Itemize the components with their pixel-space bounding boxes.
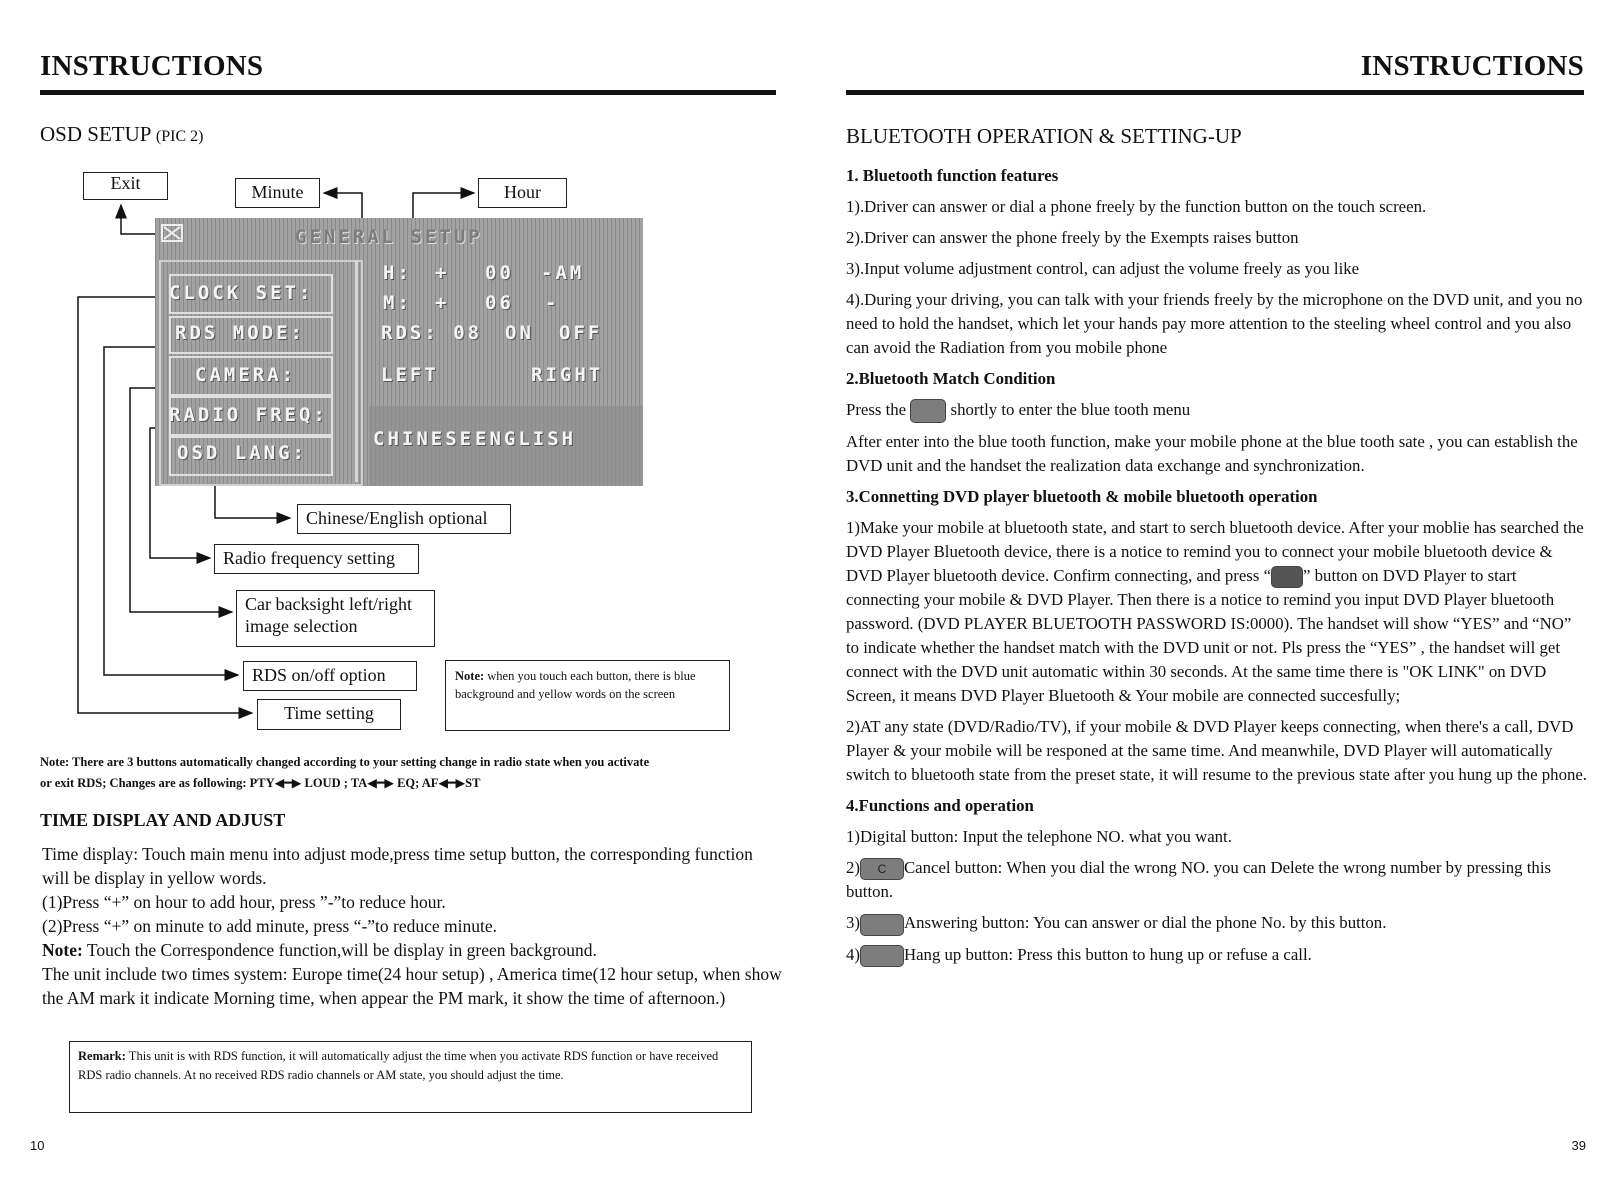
chinese-english-callout: Chinese/English optional [297, 504, 511, 534]
function-hangup: 4) Hang up button: Press this button to hung up or refuse a call. [846, 943, 1588, 967]
screen-m-dash: - [545, 292, 560, 314]
screen-h-label: H: [383, 262, 412, 284]
screen-chinese-label: CHINESE [373, 428, 475, 450]
time-paragraph: (1)Press “+” on hour to add hour, press ”-”to reduce hour. [42, 892, 446, 912]
time-note: Note: Touch the Correspondence function,will be display in green background. [42, 940, 597, 960]
cancel-button-icon: C [860, 858, 904, 880]
bluetooth-feature: 3).Input volume adjustment control, can adjust the volume freely as you like [846, 259, 1360, 278]
osd-general-setup-screen [155, 218, 643, 486]
screen-minute-value: 06 [485, 292, 514, 314]
press-bluetooth-line: Press the shortly to enter the blue tooth menu [846, 398, 1588, 423]
hang-up-button-icon [860, 945, 904, 967]
connect-paragraph-1: 1)Make your mobile at bluetooth state, and start to serch bluetooth device. After your moblie has searched the DVD Player Bluetooth device, there is a notice to remind you to connect your mobile bluetooth device & DVD Player bluetooth device. Confirm connecting, and press “ ” button on DVD Player to start connecting your mobile & DVD Player. Then there is a notice to remind you input DVD Player bluetooth password. (DVD PLAYER BLUETOOTH PASSWORD IS:0000). The handset will show “YES” and “NO” to indicate whether the handset match with the DVD unit or not. Pls press the “YES” , the handset will get connect with the DVD unit automatic within 30 seconds. At the same time there is "OK LINK" on DVD Screen, it means DVD Player Bluetooth & Your mobile are connected succesfully; [846, 518, 1584, 706]
screen-rds-mode-label: RDS MODE: [175, 322, 305, 344]
screen-osd-lang-label: OSD LANG: [177, 442, 307, 464]
left-page-number: 10 [30, 1138, 45, 1153]
bluetooth-feature: 1).Driver can answer or dial a phone freely by the function button on the touch screen. [846, 197, 1427, 216]
answer-button-icon [860, 914, 904, 936]
hour-callout: Hour [478, 178, 567, 208]
screen-m-label: M: [383, 292, 412, 314]
bluetooth-feature: 2).Driver can answer the phone freely by the Exempts raises button [846, 228, 1299, 247]
function-digital: 1)Digital button: Input the telephone NO. what you want. [846, 827, 1232, 847]
screen-divider [355, 260, 358, 482]
time-paragraph: Time display: Touch main menu into adjust mode,press time setup button, the corresponding function will be display in yellow words. [42, 844, 753, 888]
screen-english-label: ENGLISH [475, 428, 577, 450]
bluetooth-heading-3: 3.Connetting DVD player bluetooth & mobile bluetooth operation [846, 487, 1318, 507]
bluetooth-heading-1: 1. Bluetooth function features [846, 166, 1059, 185]
screen-exit-icon [161, 224, 183, 247]
bluetooth-heading-4: 4.Functions and operation [846, 796, 1034, 816]
screen-hour-value: 00 [485, 262, 514, 284]
rds-onoff-callout: RDS on/off option [243, 661, 417, 691]
touch-note-box: Note: when you touch each button, there is blue background and yellow words on the screen [445, 660, 730, 731]
screen-m-plus: + [435, 292, 450, 314]
bluetooth-feature: 4).During your driving, you can talk with your friends freely by the microphone on the DVD unit, and you no need to hold the handset, which let your hands pay more attention to the steeling wheel control and you also can avoid the Radiation from you mobile phone [846, 290, 1583, 357]
screen-h-plus: + [435, 262, 450, 284]
time-setting-callout: Time setting [257, 699, 401, 730]
function-cancel: 2) C Cancel button: When you dial the wrong NO. you can Delete the wrong number by pressing this button. [846, 858, 1552, 902]
time-paragraph: (2)Press “+” on minute to add minute, press “-”to reduce minute. [42, 916, 498, 936]
match-paragraph: After enter into the blue tooth function, make your mobile phone at the blue tooth sate , you can establish the DVD unit and the handset the realization data exchange and synchronization. [846, 432, 1578, 476]
minute-callout: Minute [235, 178, 320, 208]
connect-paragraph-2: 2)AT any state (DVD/Radio/TV), if your mobile & DVD Player keeps connecting, when there's a call, DVD Player & your mobile will be responed at the same time. And meanwhile, DVD Player will automatically switch to bluetooth state from the preset state, it will resume to the previous state after you hung up the phone. [846, 717, 1587, 785]
radio-frequency-callout: Radio frequency setting [214, 544, 419, 574]
right-page-header: INSTRUCTIONS [1360, 50, 1584, 82]
screen-title: GENERAL SETUP [295, 226, 483, 248]
connect-phone-button-icon [1271, 566, 1303, 588]
screen-clock-set-label: CLOCK SET: [169, 282, 314, 304]
screen-camera-label: CAMERA: [195, 364, 297, 386]
right-header-rule [846, 90, 1584, 95]
right-page-number: 39 [1571, 1138, 1586, 1153]
screen-radio-freq-label: RADIO FREQ: [169, 404, 328, 426]
rds-buttons-note: Note: There are 3 buttons automatically changed according to your setting change in radio state when you activate or exit RDS; Changes are as following: PTY◀━▶ LOUD ; TA◀━▶ EQ; AF◀━▶ST [40, 755, 650, 791]
screen-right-label: RIGHT [531, 364, 604, 386]
remark-box: Remark: This unit is with RDS function, it will automatically adjust the time when you activate RDS function or have received RDS radio channels. At no received RDS radio channels or AM state, you should adjust the time. [69, 1041, 752, 1113]
screen-on-label: ON [505, 322, 534, 344]
function-answer: 3) Answering button: You can answer or dial the phone No. by this button. [846, 911, 1588, 935]
osd-setup-title: OSD SETUP (PIC 2) [40, 122, 204, 146]
bluetooth-body [846, 164, 1588, 974]
time-display-title: TIME DISPLAY AND ADJUST [40, 810, 286, 830]
bluetooth-menu-button-icon [910, 399, 946, 423]
time-display-body [42, 842, 782, 1010]
screen-left-label: LEFT [381, 364, 439, 386]
exit-callout: Exit [83, 172, 168, 200]
car-backsight-callout: Car backsight left/right image selection [236, 590, 435, 647]
screen-am-label: -AM [541, 262, 585, 284]
screen-off-label: OFF [559, 322, 603, 344]
bluetooth-title: BLUETOOTH OPERATION & SETTING-UP [846, 124, 1242, 148]
left-page-header: INSTRUCTIONS [40, 50, 264, 82]
bluetooth-heading-2: 2.Bluetooth Match Condition [846, 369, 1056, 388]
time-paragraph: The unit include two times system: Europe time(24 hour setup) , America time(12 hour setup, when show the AM mark it indicate Morning time, when appear the PM mark, it show the time of afternoon.) [42, 964, 782, 1008]
screen-rds-value: RDS: 08 [381, 322, 483, 344]
